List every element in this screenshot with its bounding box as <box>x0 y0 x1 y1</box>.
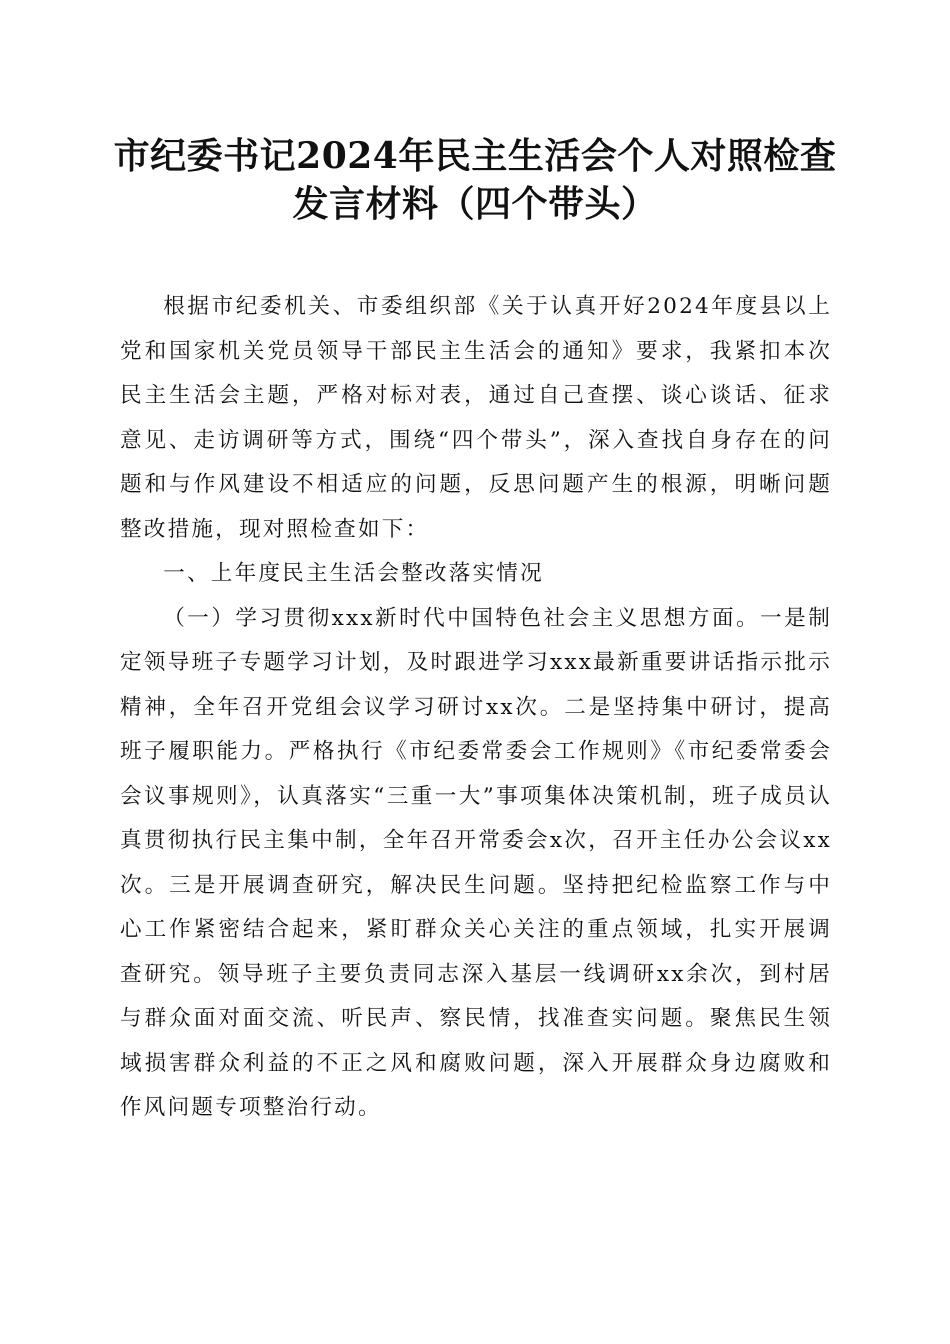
section-heading-1: 一、上年度民主生活会整改落实情况 <box>163 561 544 586</box>
title-line-2: 发言材料（四个带头） <box>292 183 658 225</box>
intro-paragraph: 根据市纪委机关、市委组织部《关于认真开好2024年度县以上党和国家机关党员领导干部民主生活会的通知》要求，我紧扣本次民主生活会主题，严格对标对表，通过自己查摆、谈心谈话、征求意见、走访调研等方式，围绕“四个带头”，深入查找自身存在的问题和与作风建设不相适应的问题，反思问题产生的根源，明晰问题整改措施，现对照检查如下： <box>120 294 832 542</box>
document-title <box>100 132 850 228</box>
document-body <box>120 285 832 1131</box>
title-line-1: 市纪委书记2024年民主生活会个人对照检查 <box>113 135 837 177</box>
section-1-paragraph: （一）学习贯彻xxx新时代中国特色社会主义思想方面。一是制定领导班子专题学习计划，及时跟进学习xxx最新重要讲话指示批示精神，全年召开党组会议学习研讨xx次。二是坚持集中研讨，提高班子履职能力。严格执行《市纪委常委会工作规则》《市纪委常委会会议事规则》，认真落实“三重一大”事项集体决策机制，班子成员认真贯彻执行民主集中制，全年召开常委会x次，召开主任办公会议xx次。三是开展调查研究，解决民生问题。坚持把纪检监察工作与中心工作紧密结合起来，紧盯群众关心关注的重点领域，扎实开展调查研究。领导班子主要负责同志深入基层一线调研xx余次，到村居与群众面对面交流、听民声、察民情，找准查实问题。聚焦民生领域损害群众利益的不正之风和腐败问题，深入开展群众身边腐败和作风问题专项整治行动。 <box>120 605 832 1120</box>
